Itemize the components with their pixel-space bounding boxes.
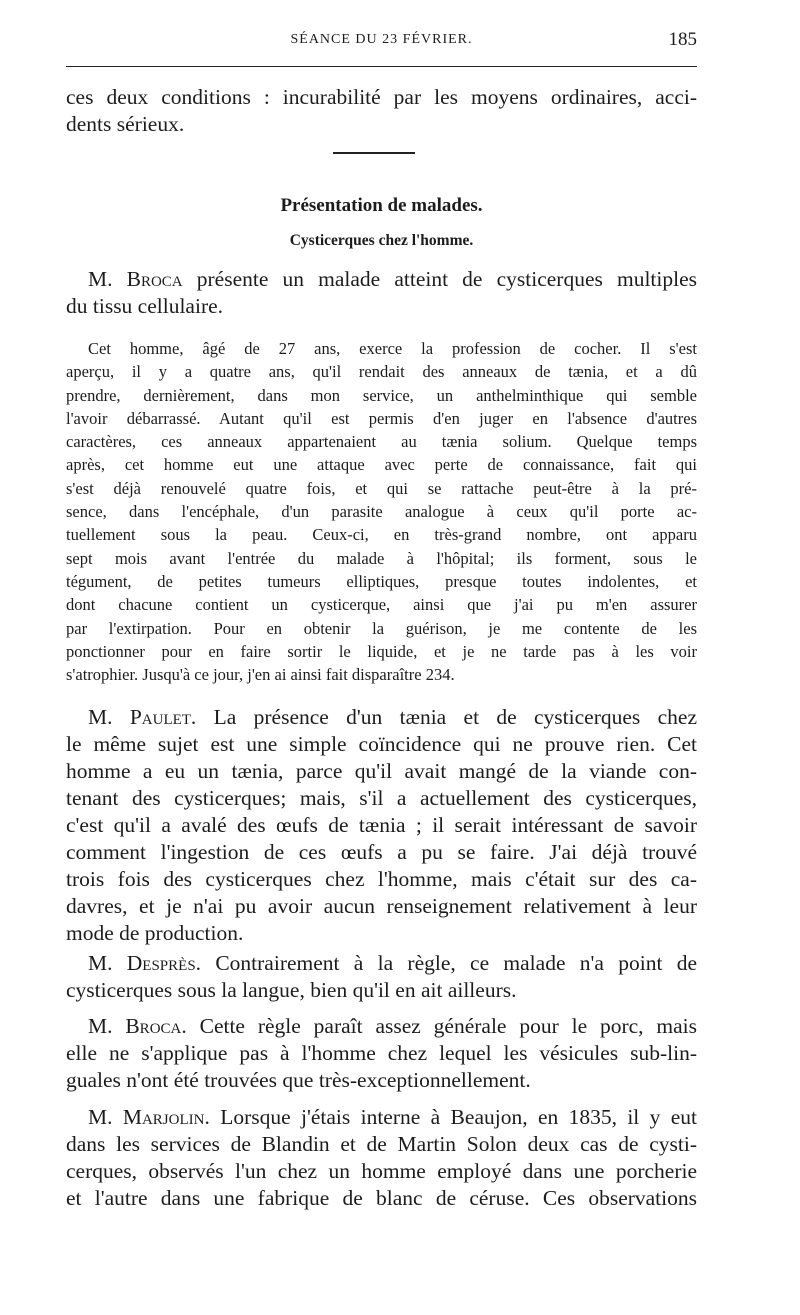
text-line: cerques, observés l'un chez un homme employé dans une porcherie — [66, 1159, 697, 1183]
marjolin-paragraph — [66, 1104, 697, 1212]
section-title: Présentation de malades. — [280, 195, 483, 216]
text-line: prendre, dernièrement, dans mon service, un anthelminthique qui semble — [66, 385, 697, 405]
text-line: Contrairement à la règle, ce malade n'a point de — [201, 951, 697, 975]
case-report-paragraph — [66, 337, 697, 686]
opening-paragraph — [66, 84, 697, 138]
broca-intro-paragraph — [66, 266, 697, 320]
text-line: sept mois avant l'entrée du malade à l'hôpital; ils forment, sous le — [66, 548, 697, 568]
text-line: davres, et je n'ai pu avoir aucun renseignement relativement à leur — [66, 894, 697, 918]
text-line: s'atrophier. Jusqu'à ce jour, j'en ai ainsi fait disparaître 234. — [66, 665, 455, 685]
text-line: Cette règle paraît assez générale pour le porc, mais — [186, 1014, 698, 1038]
speaker-name: M. Desprès. — [88, 951, 202, 975]
text-line: c'est qu'il a avalé des œufs de tænia ; il serait intéressant de savoir — [66, 813, 697, 837]
text-line: ponctionner pour en faire sortir le liquide, et je ne tarde pas à les voir — [66, 641, 697, 661]
text-line: tégument, de petites tumeurs elliptiques, presque toutes indolentes, et — [66, 571, 697, 591]
text-line: tenant des cysticerques; mais, s'il a actuellement des cysticerques, — [66, 786, 697, 810]
text-line: s'est déjà renouvelé quatre fois, et qui se rattache peut-être à la pré- — [66, 478, 697, 498]
broca-reply-paragraph — [66, 1013, 697, 1094]
text-line: guales n'ont été trouvées que très-exceptionnellement. — [66, 1068, 531, 1092]
speaker-name: M. Broca — [88, 267, 183, 291]
text-line: après, cet homme eut une attaque avec perte de connaissance, fait qui — [66, 455, 697, 475]
text-line: dents sérieux. — [66, 112, 185, 136]
section-subtitle: Cysticerques chez l'homme. — [289, 232, 474, 249]
text-line: Cet homme, âgé de 27 ans, exerce la profession de cocher. Il s'est — [88, 339, 697, 358]
text-line: présente un malade atteint de cysticerques multiples — [182, 267, 698, 291]
text-line: La présence d'un tænia et de cysticerques chez — [196, 705, 697, 729]
text-line: le même sujet est une simple coïncidence qui ne prouve rien. Cet — [66, 732, 697, 756]
text-line: par l'extirpation. Pour en obtenir la guérison, je me contente de les — [66, 618, 697, 638]
text-line: ces deux conditions : incurabilité par les moyens ordinaires, acci- — [66, 85, 697, 109]
text-line: l'avoir débarrassé. Autant qu'il est permis d'en juger en l'absence d'autres — [66, 408, 697, 428]
text-line: mode de production. — [66, 921, 244, 945]
text-line: homme a eu un tænia, parce qu'il avait mangé de la viande con- — [66, 759, 697, 783]
page-number: 185 — [668, 29, 697, 50]
running-head: SÉANCE DU 23 FÉVRIER. — [290, 32, 473, 47]
despres-paragraph — [66, 950, 697, 1004]
text-line: dans les services de Blandin et de Martin Solon deux cas de cysti- — [66, 1132, 697, 1156]
text-line: aperçu, il y a quatre ans, qu'il rendait des anneaux de tænia, et a dû — [66, 362, 697, 382]
speaker-name: M. Marjolin. — [88, 1105, 210, 1129]
header-rule — [66, 66, 697, 67]
text-line: cysticerques sous la langue, bien qu'il en ait ailleurs. — [66, 978, 517, 1002]
text-line: tuellement sous la peau. Ceux-ci, en très-grand nombre, ont apparu — [66, 525, 697, 545]
text-line: trois fois des cysticerques chez l'homme, mais c'était sur des ca- — [66, 867, 697, 891]
section-separator — [333, 152, 415, 154]
text-line: sence, dans l'encéphale, d'un parasite analogue à ceux qu'il porte ac- — [66, 502, 697, 522]
paulet-paragraph — [66, 704, 697, 947]
text-line: elle ne s'applique pas à l'homme chez lequel les vésicules sub-lin- — [66, 1041, 697, 1065]
text-line: du tissu cellulaire. — [66, 294, 224, 318]
text-line: et l'autre dans une fabrique de blanc de céruse. Ces observations — [66, 1186, 697, 1210]
text-line: comment l'ingestion de ces œufs a pu se faire. J'ai déjà trouvé — [66, 840, 697, 864]
speaker-name: M. Paulet. — [88, 705, 197, 729]
text-line: Lorsque j'étais interne à Beaujon, en 1835, il y eut — [209, 1105, 697, 1129]
text-line: caractères, ces anneaux appartenaient au tænia solium. Quelque temps — [66, 432, 697, 452]
speaker-name: M. Broca. — [88, 1014, 187, 1038]
page-header — [66, 29, 697, 54]
text-line: dont chacune contient un cysticerque, ainsi que j'ai pu m'en assurer — [66, 595, 697, 615]
